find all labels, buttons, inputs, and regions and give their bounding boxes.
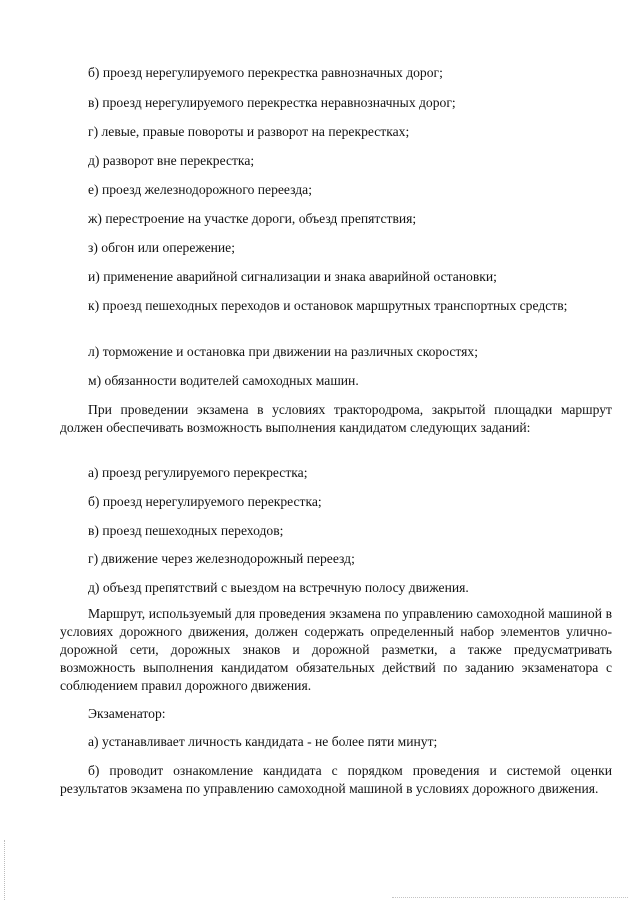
task-item: в) проезд пешеходных переходов; xyxy=(88,523,284,538)
list-item: в) проезд нерегулируемого перекрестка неравнозначных дорог; xyxy=(88,95,456,110)
scan-edge-mark xyxy=(4,840,6,900)
list-item: з) обгон или опережение; xyxy=(88,240,235,255)
examiner-item: б) проводит ознакомление кандидата с порядком проведения и системой оценки результатов экзамена по управлению самоходной машиной в условиях дорожного движения. xyxy=(60,763,612,796)
list-item: л) торможение и остановка при движении на различных скоростях; xyxy=(88,344,478,359)
list-item: г) левые, правые повороты и разворот на перекрестках; xyxy=(88,124,410,139)
paragraph-tractordrome: При проведении экзамена в условиях трактородрома, закрытой площадки маршрут должен обеспечивать возможность выполнения кандидатом следующих заданий: xyxy=(60,402,612,435)
task-item: д) объезд препятствий с выездом на встречную полосу движения. xyxy=(88,580,469,595)
examiner-label: Экзаменатор: xyxy=(88,706,166,721)
list-item: к) проезд пешеходных переходов и остановок маршрутных транспортных средств; xyxy=(88,298,568,313)
list-item: ж) перестроение на участке дороги, объезд препятствия; xyxy=(88,211,417,226)
list-item: и) применение аварийной сигнализации и знака аварийной остановки; xyxy=(88,269,497,284)
list-item: д) разворот вне перекрестка; xyxy=(88,153,255,168)
list-item: м) обязанности водителей самоходных машин. xyxy=(88,373,359,388)
scan-bottom-mark xyxy=(392,897,628,899)
task-item: б) проезд нерегулируемого перекрестка; xyxy=(88,494,322,509)
list-item: е) проезд железнодорожного переезда; xyxy=(88,182,312,197)
paragraph-route: Маршрут, используемый для проведения экзамена по управлению самоходной машиной в условиях дорожного движения, должен содержать определенный набор элементов улично-дорожной сети, дорожных знаков и дорожной разметки, а также предусматривать возможность выполнения кандидатом обязательных действий по заданию экзаменатора с соблюдением правил дорожного движения. xyxy=(60,606,612,693)
task-item: г) движение через железнодорожный переезд; xyxy=(88,551,355,566)
task-item: а) проезд регулируемого перекрестка; xyxy=(88,465,308,480)
list-item: б) проезд нерегулируемого перекрестка равнозначных дорог; xyxy=(88,65,443,80)
examiner-item: а) устанавливает личность кандидата - не более пяти минут; xyxy=(88,734,438,749)
